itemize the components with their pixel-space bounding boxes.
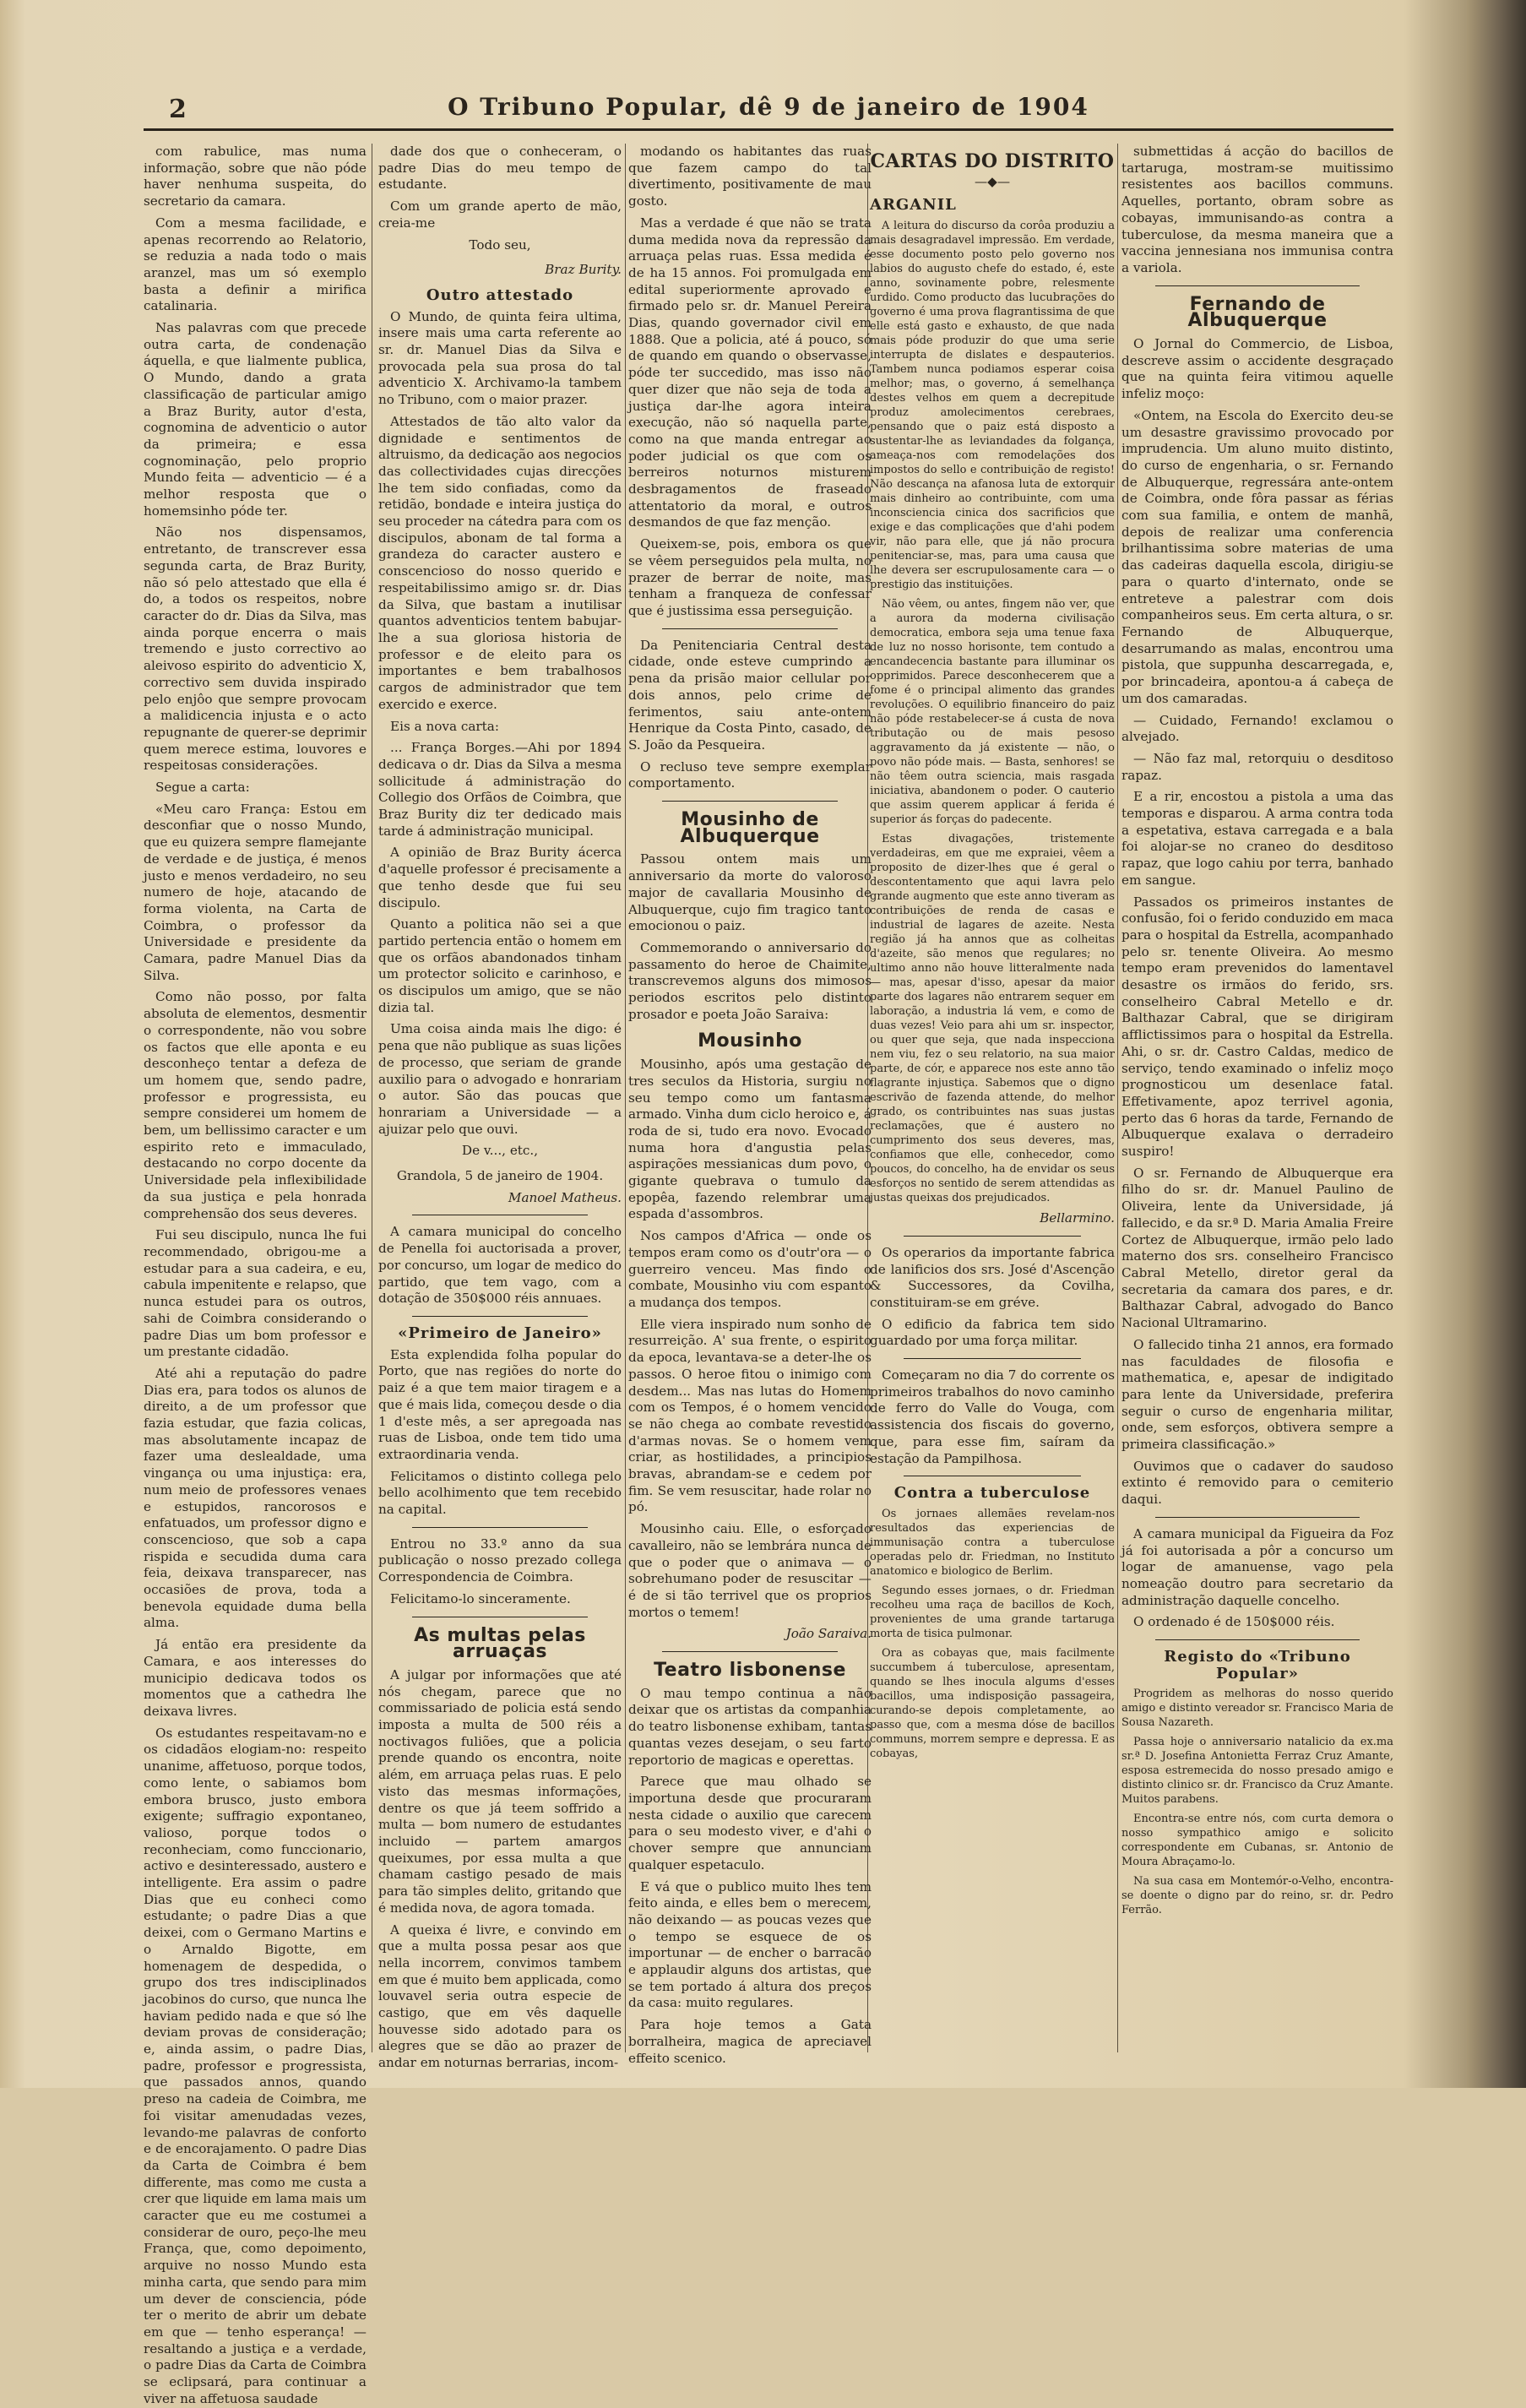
- article-paragraph: A julgar por informações que até nós chegam, parece que no commissariado de policia está sendo imposta a multa de 500 réis a noctivagos fuliões, que a policia prende quando os encontra, noite além, em arruaça pelas ruas. E pelo visto das mesmas informações, dentre os que já teem soffrido a multa — bom numero de estudantes incluido — partem amargos queixumes, por essa multa a que chamam castigo pesado de mais para tão simples delito, gritando que é medida nova, de agora tomada.: [378, 1666, 622, 1916]
- article-paragraph: O fallecido tinha 21 annos, era formado nas faculdades de filosofia e mathematica, e, apesar de indigitado para lente da Universidade, preferira seguir o curso de engenharia militar, onde, sem esforços, obtivera sempre a primeira classificação.»: [1121, 1336, 1393, 1453]
- column-3: [628, 144, 872, 2069]
- masthead-title: O Tribuno Popular, dê 9 de janeiro de 1904: [448, 93, 1089, 121]
- article-paragraph: O mau tempo continua a não deixar que os artistas da companhia do teatro lisbonense exhibam, tantas quantas vezes desejam, o seu farto reportorio de magicas e operettas.: [628, 1685, 872, 1768]
- article-paragraph: — Cuidado, Fernando! exclamou o alvejado.: [1121, 712, 1393, 745]
- article-paragraph: E vá que o publico muito lhes tem feito ainda, e elles bem o merecem, não deixando — as poucas vezes que o tempo se esquece de os importunar — de encher o barracão e applaudir alguns dos artistas, que se tem portado á altura dos preços da casa: muito regulares.: [628, 1878, 872, 2011]
- section-heading: «Primeiro de Janeiro»: [398, 1324, 602, 1342]
- separator: [1155, 285, 1360, 286]
- article-paragraph: Os operarios da importante fabrica de lanificios dos srs. José d'Ascenção & Successores, da Covilha, constituiram-se em gréve.: [870, 1244, 1115, 1310]
- article-paragraph: ... França Borges.—Ahi por 1894 dedicava o dr. Dias da Silva a mesma sollicitude á administração do Collegio dos Orfãos de Coimbra, que Braz Burity diz ter dedicado mais tarde á administração municipal.: [378, 740, 622, 839]
- column-5: [1121, 144, 1393, 2069]
- signature: João Saraiva.: [785, 1626, 872, 1642]
- article-paragraph: Já então era presidente da Camara, e aos interesses do municipio dedicava todos os momentos que a cathedra lhe deixava livres.: [144, 1637, 367, 1719]
- separator: [412, 1527, 588, 1528]
- separator: [662, 801, 838, 802]
- article-paragraph: O Jornal do Commercio, de Lisboa, descreve assim o accidente desgraçado que na quinta feira vitimou aquelle infeliz moço:: [1121, 336, 1393, 402]
- article-paragraph: Mas a verdade é que não se trata duma medida nova da repressão da arruaça pelas ruas. Essa medida é de ha 15 annos. Foi promulgada em edital superiormente aprovado e firmado pelo sr. dr. Manuel Pereira Dias, quando governador civil em 1888. Que a policia, até á pouco, só de quando em quando o observasse, póde ter succedido, mas isso não quer dizer que não seja de toda a justiça dar-lhe agora inteira execução, não só naquella parte, como na que manda entregar ao poder judicial os que com os berreiros noturnos misturem desbragamentos de fraseado attentatorio da moral, e outros desmandos de que faz menção.: [628, 215, 872, 530]
- separator: [1155, 1517, 1360, 1518]
- article-paragraph: Passados os primeiros instantes de confusão, foi o ferido conduzido em maca para o hospital da Estrella, acompanhado pelo sr. tenente Oliveira. Ao mesmo tempo eram prevenidos do lamentavel desastre os irmãos do ferido, srs. conselheiro Cabral Metello e dr. Balthazar Cabral, que se dirigiram afflictissimos para o hospital da Estrella. Ahi, o sr. dr. Castro Caldas, medico de serviço, tendo examinado o infeliz moço prognosticou um desenlace fatal. Effetivamente, apoz terrivel agonia, perto das 6 horas da tarde, Fernando de Albuquerque exalava o derradeiro suspiro!: [1121, 894, 1393, 1160]
- separator: [904, 1236, 1081, 1237]
- signature: Manoel Matheus.: [508, 1189, 622, 1205]
- column-4: [870, 144, 1115, 2069]
- article-paragraph: A queixa é livre, e convindo em que a multa possa pesar aos que nella incorrem, convimos tambem em que é muito bem applicada, como louvavel seria outra especie de castigo, que em vês daquelle houvesse sido adotado para os alegres que se dão ao prazer de andar em noturnas berrarias, incom-: [378, 1922, 622, 2071]
- article-paragraph: Esta explendida folha popular do Porto, que nas regiões do norte do paiz é a que tem maior tiragem e a que é mais lida, começou desde o dia 1 d'este mês, a ser apregoada nas ruas de Lisboa, onde tem tido uma extraordinaria venda.: [378, 1346, 622, 1462]
- article-paragraph: Os jornaes allemães revelam-nos resultados das experiencias de immunisação contra a tuberculose operadas pelo dr. Friedman, no Instituto anatomico e biologico de Berlim.: [870, 1507, 1115, 1578]
- article-paragraph: Ora as cobayas que, mais facilmente succumbem á tuberculose, apresentam, quando se lhes inocula algums d'esses bacillos, uma indisposição passageira, curando-se depois completamente, ao passo que, com a mesma dóse de bacillos communs, morrem sempre e depressa. E as cobayas,: [870, 1646, 1115, 1760]
- article-paragraph: Mousinho caiu. Elle, o esforçado cavalleiro, não se lembrára nunca de que o poder que o animava — o sobrehumano poder de resuscitar — é de si tão terrivel que os proprios mortos o temem!: [628, 1521, 872, 1620]
- article-paragraph: — Não faz mal, retorquiu o desditoso rapaz.: [1121, 750, 1393, 783]
- section-heading: Fernando de Albuquerque: [1187, 293, 1328, 332]
- article-paragraph: O Mundo, de quinta feira ultima, insere mais uma carta referente ao sr. dr. Manuel Dias da Silva e provocada pela sua prosa do tal adventicio X. Archivamo-la tambem no Tribuno, com o maior prazer.: [378, 308, 622, 408]
- article-paragraph: Para hoje temos a Gata borralheira, magica de apreciavel effeito scenico.: [628, 2017, 872, 2066]
- separator: [904, 1358, 1081, 1359]
- article-paragraph: A leitura do discurso da corôa produziu a mais desagradavel impressão. Em verdade, esse documento posto pelo governo nos labios do augusto chefe do estado, é, este anno, sovinamente pobre, relesmente urdido. Como producto das lucubrações do governo é uma prova flagrantissima de que elle está gasto e exhausto, de que nada mais póde produzir do que uma serie interrupta de dislates e despauterios. Tambem nunca podiamos esperar coisa melhor; mas, o governo, á semelhança destes velhos em quem a decrepitude produz amolecimentos cerebraes, pensando que o paiz está disposto a sustentar-lhe as leviandades da folgança, ameaça-nos com remodelações dos impostos do sello e contribuição de registo! Não descança na afanosa luta de extorquir mais dinheiro ao contribuinte, com uma inconsciencia cinica dos sacrificios que exige e das complicações que d'ahi podem vir, não para elle, que já não procura penitenciar-se, mas, para uma causa que lhe devera ser escrupulosamente cara — o prestigio das instituições.: [870, 220, 1115, 592]
- section-heading: As multas pelas arruaças: [414, 1624, 586, 1663]
- section-heading: Mousinho: [698, 1030, 802, 1052]
- notice-item: Progridem as melhoras do nosso querido amigo e distinto vereador sr. Francisco Maria de Sousa Nazareth.: [1121, 1688, 1393, 1730]
- ornament-icon: —◆—: [974, 173, 1011, 189]
- article-paragraph: submettidas á acção do bacillos de tartaruga, mostram-se muitissimo resistentes aos bacillos communs. Aquelles, portanto, obram sobre as cobayas, immunisando-as contra a tuberculose, da mesma maneira que a vaccina jennesiana nos immunisa contra a variola.: [1121, 144, 1393, 275]
- section-heading: Mousinho de Albuquerque: [680, 809, 820, 847]
- article-paragraph: Felicitamo-lo sinceramente.: [390, 1590, 571, 1606]
- article-paragraph: A opinião de Braz Burity ácerca d'aquelle professor é precisamente a que tenho desde que fui seu discipulo.: [378, 845, 622, 910]
- article-paragraph: E a rir, encostou a pistola a uma das temporas e disparou. A arma contra toda a espetativa, estava carregada e a bala foi alojar-se no craneo do desditoso rapaz, que logo cahiu por terra, banhado em sangue.: [1121, 789, 1393, 888]
- article-paragraph: Queixem-se, pois, embora os que se vêem perseguidos pela multa, no prazer de berrar de noite, mas tenham a franqueza de confessar que é justissima essa perseguição.: [628, 536, 872, 618]
- letter-closing: Todo seu,: [469, 236, 531, 253]
- article-paragraph: «Ontem, na Escola do Exercito deu-se um desastre gravissimo provocado por imprudencia. Um aluno muito distinto, do curso de engenharia, o sr. Fernando de Albuquerque, regressára ante-ontem de Coimbra, onde fôra passar as férias com sua familia, e ontem de manhã, depois de realizar uma conferencia brilhantissima sobre materias de uma das cadeiras daquella escola, dirigiu-se para o quarto d'internato, onde se entreteve a palestrar com dois companheiros seus. Em certa altura, o sr. Fernando de Albuquerque, desarrumando as malas, encontrou uma pistola, que suppunha descarregada, e, por brincadeira, apontou-a á cabeça de um dos camaradas.: [1121, 407, 1393, 706]
- column-divider: [1117, 144, 1118, 2052]
- section-heading: CARTAS DO DISTRITO: [870, 150, 1115, 172]
- article-paragraph: Elle viera inspirado num sonho de resurreição. A' sua frente, o espirito da epoca, levantava-se a deter-lhe os passos. O heroe fitou o inimigo com desdem... Mas nas lutas do Homem com os Tempos, é o homem vencido se não chega ao combate revestido d'armas novas. Se o homem vem criar, as hostilidades, a principios bravas, abrandam-se e cedem por fim. Se vem resuscitar, hade rolar no pó.: [628, 1316, 872, 1515]
- article-paragraph: Começaram no dia 7 do corrente os primeiros trabalhos do novo caminho de ferro do Valle do Vouga, com assistencia dos fiscais do governo, que, para esse fim, saíram da estação da Pampilhosa.: [870, 1367, 1115, 1466]
- article-paragraph: Quanto a politica não sei a que partido pertencia então o homem em que os orfãos abandonados tinham um protector solicito e carinhoso, e os discipulos um amigo, que se não dizia tal.: [378, 916, 622, 1015]
- page-number: 2: [169, 95, 187, 124]
- article-paragraph: Attestados de tão alto valor da dignidade e sentimentos de altruismo, da dedicação aos negocios das collectividades cujas direcções lhe tem sido confiadas, como da retidão, bondade e inteira justiça do seu proceder na cátedra para com os discipulos, abonam de tal forma a grandeza do caracter austero e conscencioso do nosso querido e respeitabilissimo amigo sr. dr. Dias da Silva, que bastam a inutilisar quantos adventicios tentem babujar-lhe a sua gloriosa historia de professor e de eleito para os importantes e bem trabalhosos cargos de administrador que tem exercido e exerce.: [378, 413, 622, 712]
- binding-spine: [1467, 0, 1526, 2088]
- article-paragraph: Não nos dispensamos, entretanto, de transcrever essa segunda carta, de Braz Burity, não só pelo attestado que ella é do, a todos os respeitos, nobre caracter do dr. Dias da Silva, mas ainda porque encerra o mais tremendo e justo correctivo ao aleivoso espirito do adventicio X, correctivo sem duvida inspirado pelo enjôo que sempre provocam a malidicencia injusta e o acto repugnante de querer-se deprimir quem merece estima, louvores e respeitosas considerações.: [144, 525, 367, 774]
- article-paragraph: Commemorando o anniversario do passamento do heroe de Chaimite, transcrevemos alguns dos mimosos periodos escritos pelo distinto prosador e poeta João Saraiva:: [628, 939, 872, 1022]
- article-paragraph: Eis a nova carta:: [390, 718, 499, 734]
- separator: [662, 628, 838, 629]
- article-paragraph: A camara municipal do concelho de Penella foi auctorisada a prover, por concurso, um logar de medico do partido, que tem vago, com a dotação de 350$000 réis annuaes.: [378, 1224, 622, 1307]
- article-paragraph: Nos campos d'Africa — onde os tempos eram como os d'outr'ora — o guerreiro venceu. Mas findo o combate, Mousinho viu com espanto a mudança dos tempos.: [628, 1228, 872, 1310]
- notice-item: Encontra-se entre nós, com curta demora o nosso sympathico amigo e solicito correspondente em Cubanas, sr. Antonio de Moura Abraçamo-lo.: [1121, 1813, 1393, 1869]
- column-divider: [625, 144, 626, 2052]
- section-heading: Contra a tuberculose: [893, 1484, 1091, 1503]
- article-paragraph: Segundo esses jornaes, o dr. Friedman recolheu uma raça de bacillos de Koch, provenientes de uma grande tartaruga morta de tisica pulmonar.: [870, 1584, 1115, 1640]
- header-rule: [144, 128, 1393, 131]
- notice-item: Passa hoje o anniversario natalicio da ex.ma sr.ª D. Josefina Antonietta Ferraz Cruz Amante, esposa estremecida do nosso presado amigo e distinto clinico sr. dr. Francisco da Cruz Amante. Muitos parabens.: [1121, 1736, 1393, 1807]
- section-heading: Teatro lisbonense: [654, 1660, 846, 1682]
- article-paragraph: O sr. Fernando de Albuquerque era filho do sr. dr. Manuel Paulino de Oliveira, lente da Universidade, já fallecido, e da sr.ª D. Maria Amalia Freire Cortez de Albuquerque, irmão pelo lado materno dos srs. conselheiro Francisco Cabral Metello, diretor geral da secretaria da camara dos pares, e dr. Balthazar Cabral, advogado do Banco Nacional Ultramarino.: [1121, 1165, 1393, 1331]
- notice-item: Na sua casa em Montemór-o-Velho, encontra-se doente o digno par do reino, sr. dr. Pedro Ferrão.: [1121, 1875, 1393, 1917]
- article-paragraph: Entrou no 33.º anno da sua publicação o nosso prezado collega Correspondencia de Coimbra.: [378, 1536, 622, 1585]
- article-paragraph: Uma coisa ainda mais lhe digo: é pena que não publique as suas lições de processo, que seriam de grande auxilio para o advogado e honrariam o autor. São das poucas que honrariam a Universidade — a ajuizar pelo que ouvi.: [378, 1021, 622, 1137]
- article-paragraph: Da Penitenciaria Central desta cidade, onde esteve cumprindo a pena da prisão maior cellular por dois annos, pelo crime de ferimentos, saiu ante-ontem Henrique da Costa Pinto, casado, de S. João da Pesqueira.: [628, 637, 872, 753]
- article-paragraph: Os estudantes respeitavam-no e os cidadãos elogiam-no: respeito unanime, affetuoso, porque todos, como lente, o sabiamos bom embora brusco, justo embora exigente; suffragio expontaneo, valioso, porque todos o reconheciam, como funccionario, activo e desinteressado, austero e intelligente. Era assim o padre Dias que eu conheci como estudante; o padre Dias a que deixei, com o Germano Martins e o Arnaldo Bigotte, em homenagem de despedida, o grupo dos tres indisciplinados jacobinos do curso, que nunca lhe haviam pedido nada e que só lhe deviam provas de consideração; e, ainda assim, o padre Dias, padre, professor e progressista, que passados annos, quando preso na cadeia de Coimbra, me foi visitar amenudadas vezes, levando-me palavras de conforto e de encorajamento. O padre Dias da Carta de Coimbra é bem differente, mas como me custa a crer que liquide em lama mais um caracter que eu me costumei a considerar de ouro, peço-lhe meu França, que, como depoimento, arquive no nosso Mundo esta minha carta, que sendo para mim um dever de consciencia, póde ter o merito de abrir um debate em que — tenho esperança! — resaltando a justiça e a verdade, o padre Dias da Carta de Coimbra se eclipsará, para continuar a viver na affetuosa saudade: [144, 1725, 367, 2406]
- article-paragraph: «Meu caro França: Estou em desconfiar que o nosso Mundo, que eu quizera sempre flamejante de verdade e de justiça, é menos justo e menos verdadeiro, no seu numero de hoje, atacando de forma violenta, na Carta de Coimbra, o professor da Universidade e presidente da Camara, padre Manuel Dias da Silva.: [144, 801, 367, 983]
- separator: [412, 1316, 588, 1317]
- article-paragraph: O recluso teve sempre exemplar comportamento.: [628, 758, 872, 791]
- article-paragraph: Ouvimos que o cadaver do saudoso extinto é removido para o cemiterio daqui.: [1121, 1458, 1393, 1508]
- column-1: [144, 144, 367, 2406]
- article-paragraph: O edificio da fabrica tem sido guardado por uma força militar.: [870, 1316, 1115, 1349]
- page-header: [144, 93, 1393, 127]
- signature: Bellarmino.: [1040, 1210, 1115, 1226]
- article-paragraph: Nas palavras com que precede outra carta, de condenação áquella, e que lialmente publica, O Mundo, dando a grata classificação de particular amigo a Braz Burity, autor d'esta, cognomina de adventicio o autor da primeira; e essa cognominação, pelo proprio Mundo feita — adventicio — é a melhor resposta que o homemsinho póde ter.: [144, 320, 367, 519]
- article-paragraph: Como não posso, por falta absoluta de elementos, desmentir o correspondente, não vou sobre os factos que elle aponta e eu desconheço tentar a defeza de um homem que, sendo padre, professor e progressista, eu sempre considerei um homem de bem, um bellissimo caracter e um espirito reto e immaculado, destacando no corpo docente da Universidade pela inflexibilidade da sua justiça e pela honrada comprehensão dos seus deveres.: [144, 989, 367, 1221]
- article-paragraph: Felicitamos o distinto collega pelo bello acolhimento que tem recebido na capital.: [378, 1468, 622, 1518]
- section-heading: Outro attestado: [426, 285, 574, 304]
- article-paragraph: A camara municipal da Figueira da Foz já foi autorisada a pôr a concurso um logar de amanuense, vago pela nomeação doutro para secretario da administração daquelle concelho.: [1121, 1525, 1393, 1608]
- article-paragraph: O ordenado é de 150$000 réis.: [1133, 1614, 1335, 1630]
- article-paragraph: Com um grande aperto de mão, creia-me: [378, 198, 622, 231]
- article-paragraph: Mousinho, após uma gestação de tres seculos da Historia, surgiu no seu tempo como um fantasma armado. Vinha dum ciclo heroico e, á roda de si, tudo era novo. Evocado numa hora d'angustia pelas aspirações messianicas dum povo, o gigante quebrava o tumulo da epopêa, fazendo relembrar uma espada d'assombros.: [628, 1057, 872, 1222]
- article-paragraph: Não vêem, ou antes, fingem não ver, que a aurora da moderna civilisação democratica, embora seja uma tenue faxa de luz no nosso horisonte, tem contudo a encandecencia bastante para illuminar os opprimidos. Parece desconhecerem que a fome é o principal alimento das grandes revoluções. O equilibrio financeiro do paiz não póde restabelecer-se á custa de nova tributação ou de mais pesoso aggravamento da já existente — não, o povo não póde mais. — Basta, senhores! se não têem outra sciencia, mais rasgada iniciativa, abandonem o poder. O cauterio que assim querem applicar á ferida é superior ás forças do padecente.: [870, 598, 1115, 827]
- article-paragraph: Fui seu discipulo, nunca lhe fui recommendado, obrigou-me a estudar para a sua cadeira, e eu, cabula impenitente e relapso, que nunca estudei para os outros, sahi de Coimbra considerando o padre Dias um bom professor e um prestante cidadão.: [144, 1227, 367, 1360]
- column-2: [378, 144, 622, 2069]
- separator: [662, 1651, 838, 1652]
- article-paragraph: Com a mesma facilidade, e apenas recorrendo ao Relatorio, se reduzia a nada todo o mais aranzel, mas um só exemplo basta a definir a mirifica catalinaria.: [144, 215, 367, 314]
- signature: Braz Burity.: [545, 262, 622, 278]
- article-paragraph: modando os habitantes das ruas que fazem campo do tal divertimento, positivamente de mau gosto.: [628, 144, 872, 209]
- article-paragraph: Estas divagações, tristemente verdadeiras, em que me expraiei, vêem a proposito de dizer-lhes que é geral o descontentamento que aqui lavra pelo grande augmento que este anno tiveram as contribuições de renda de casas e industrial de lagares de azeite. Nesta região já ha annos que as colheitas d'azeite, são menos que regulares; no ultimo anno não houve litteralmente nada — mas, apesar d'isso, apesar da maior parte dos lagares não entrarem sequer em laboração, a industria lá vem, e como de duas vezes! Veio para ahi um sr. inspector, ou quer que seja, que nada inspecciona nem viu, fez o seu relatorio, na sua maior parte, de cór, e apparece nos este anno tão flagrante injustiça. Sabemos que o digno escrivão de fazenda attende, do melhor grado, os contribuintes nas suas justas reclamações, que é austero no cumprimento dos seus deveres, mas, confiamos que elle, conhecedor, como poucos, do concelho, ha de envidar os seus esforços no sentido de serem attendidas as justas queixas dos prejudicados.: [870, 833, 1115, 1205]
- section-heading: Registo do «Tribuno Popular»: [1164, 1648, 1351, 1682]
- dateline: Grandola, 5 de janeiro de 1904.: [396, 1168, 604, 1184]
- article-paragraph: Parece que mau olhado se importuna desde que procuraram nesta cidade o auxilio que carecem para o seu modesto viver, e d'ahi o chover sempre que annunciam qualquer espetaculo.: [628, 1774, 872, 1873]
- article-paragraph: com rabulice, mas numa informação, sobre que não póde haver nenhuma suspeita, do secretario da camara.: [144, 144, 367, 209]
- letter-closing: De v..., etc.,: [461, 1143, 539, 1159]
- article-paragraph: Até ahi a reputação do padre Dias era, para todos os alunos de direito, a de um professor que fazia estudar, que fazia colicas, mas absolutamente incapaz de fazer uma deslealdade, uma vingança ou uma injustiça: era, num meio de professores venaes e estupidos, rancorosos e enfatuados, um professor digno e conscencioso, que sob a capa rispida e secudida duma cara feia, deixava transparecer, nas occasiões de prova, toda a benevola equidade duma bella alma.: [144, 1365, 367, 1631]
- section-subheading: ARGANIL: [870, 196, 957, 215]
- separator: [1155, 1639, 1360, 1640]
- article-paragraph: Segue a carta:: [155, 780, 250, 796]
- article-paragraph: dade dos que o conheceram, o padre Dias do meu tempo de estudante.: [378, 144, 622, 193]
- article-paragraph: Passou ontem mais um anniversario da morte do valoroso major de cavallaria Mousinho de Albuquerque, cujo fim tragico tanto emocionou o paiz.: [628, 851, 872, 934]
